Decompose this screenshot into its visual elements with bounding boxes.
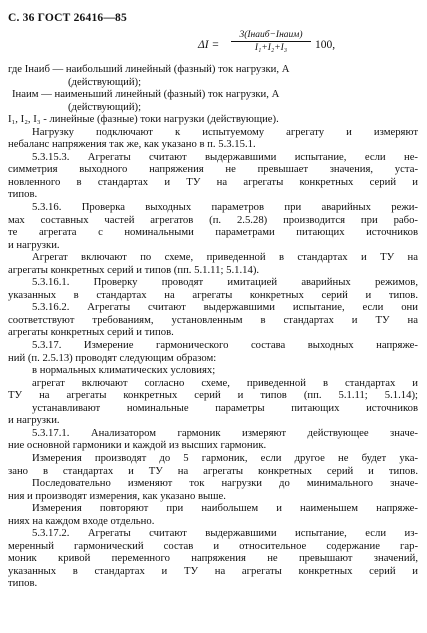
text-line: типов. — [8, 188, 38, 201]
text-line: (действующий); — [68, 100, 142, 113]
text-line: указанных в стандартах на агрегаты конкретных серий и типов. — [8, 288, 418, 301]
text-line: те агрегата с номинальными параметрами питающих источников — [8, 226, 418, 239]
formula-numerator: 3(Iнаиб−Iнаим) — [231, 30, 311, 42]
text-line: Измерения повторяют при наибольшем и наименьшем напряже- — [32, 502, 418, 515]
document-body — [8, 63, 418, 590]
text-line: 5.3.15.3. Агрегаты считают выдержавшими испытание, если не- — [32, 150, 418, 163]
text-line: (действующий); — [68, 75, 142, 88]
text-line: ТУ на агрегаты конкретных серий и типов (пп. 5.1.11; 5.1.14); — [8, 389, 418, 402]
text-line: агрегаты конкретных серий и типов. — [8, 326, 174, 339]
text-line: ний (п. 2.5.13) проводят следующим образом: — [8, 351, 217, 364]
text-line: и нагрузки. — [8, 238, 60, 251]
text-line: ние основной гармоники и каждой из высших гармоник. — [8, 439, 267, 452]
text-line: ния и производят измерения, как указано выше. — [8, 489, 226, 502]
text-line: 5.3.17.1. Анализатором гармоник измеряют действующее значе- — [32, 426, 418, 439]
text-line: указанных в стандартах и ТУ на агрегаты конкретных серий и — [8, 564, 418, 577]
text-line: устанавливают номинальные параметры питающих источников — [32, 401, 418, 414]
text-line: зано в стандартах и ТУ на агрегаты конкретных серий и типов. — [8, 464, 418, 477]
formula-denominator: I₁+I₂+I₃ — [254, 43, 288, 53]
text-line: Нагрузку подключают к испытуемому агрегату и измеряют — [32, 125, 418, 138]
text-line: в нормальных климатических условиях; — [32, 364, 216, 377]
text-line: небаланс напряжения так же, как указано в п. 5.3.15.1. — [8, 138, 256, 151]
text-line: и нагрузки. — [8, 414, 60, 427]
text-line: соответствуют требованиям, установленным в стандартах и ТУ на — [8, 313, 418, 326]
text-line: Последовательно изменяют ток нагрузки до минимального значе- — [32, 477, 418, 490]
text-line: типов. — [8, 577, 38, 590]
text-line: 5.3.17. Измерение гармонического состава выходных напряже- — [32, 339, 418, 352]
text-line: симметрия выходного напряжения не превышает значения, уста- — [8, 163, 418, 176]
text-line: агрегаты конкретных серий и типов (пп. 5.1.11; 5.1.14). — [8, 263, 260, 276]
formula-lhs: ΔI = — [198, 39, 220, 51]
text-line: агрегат включают согласно схеме, приведенной в стандартах и — [32, 376, 418, 389]
text-line: 5.3.16.2. Агрегаты считают выдержавшими испытание, если они — [32, 301, 418, 314]
text-line: I₁, I₂, I₃ - линейные (фазные) токи нагрузки (действующие). — [8, 113, 279, 126]
text-line: 5.3.16.1. Проверку проводят имитацией аварийных режимов, — [32, 276, 418, 289]
formula — [198, 30, 398, 60]
text-line: моник кривой переменного напряжения не превышают значений, — [8, 552, 418, 565]
text-line: Измерения производят до 5 гармоник, если другое не будет ука- — [32, 451, 418, 464]
text-line: Iнаим — наименьший линейный (фазный) ток нагрузки, А — [12, 88, 280, 101]
page-header: С. 36 ГОСТ 26416—85 — [8, 12, 127, 24]
text-line: где Iнаиб — наибольший линейный (фазный) ток нагрузки, А — [8, 63, 290, 75]
text-line: меренный гармонический состав и относительное содержание гар- — [8, 539, 418, 552]
text-line: новленного в стандартах и ТУ на агрегаты конкретных серий и — [8, 175, 418, 188]
text-line: 5.3.16. Проверка выходных параметров при аварийных режи- — [32, 201, 418, 214]
formula-rhs: 100, — [315, 39, 336, 51]
text-line: мах составных частей агрегатов (п. 2.5.28) производится при рабо- — [8, 213, 418, 226]
formula-fraction — [231, 30, 311, 53]
text-line: 5.3.17.2. Агрегаты считают выдержавшими испытание, если из- — [32, 527, 418, 540]
text-line: Агрегат включают по схеме, приведенной в стандартах и ТУ на — [32, 251, 418, 264]
text-line: ниях на каждом входе отдельно. — [8, 514, 155, 527]
